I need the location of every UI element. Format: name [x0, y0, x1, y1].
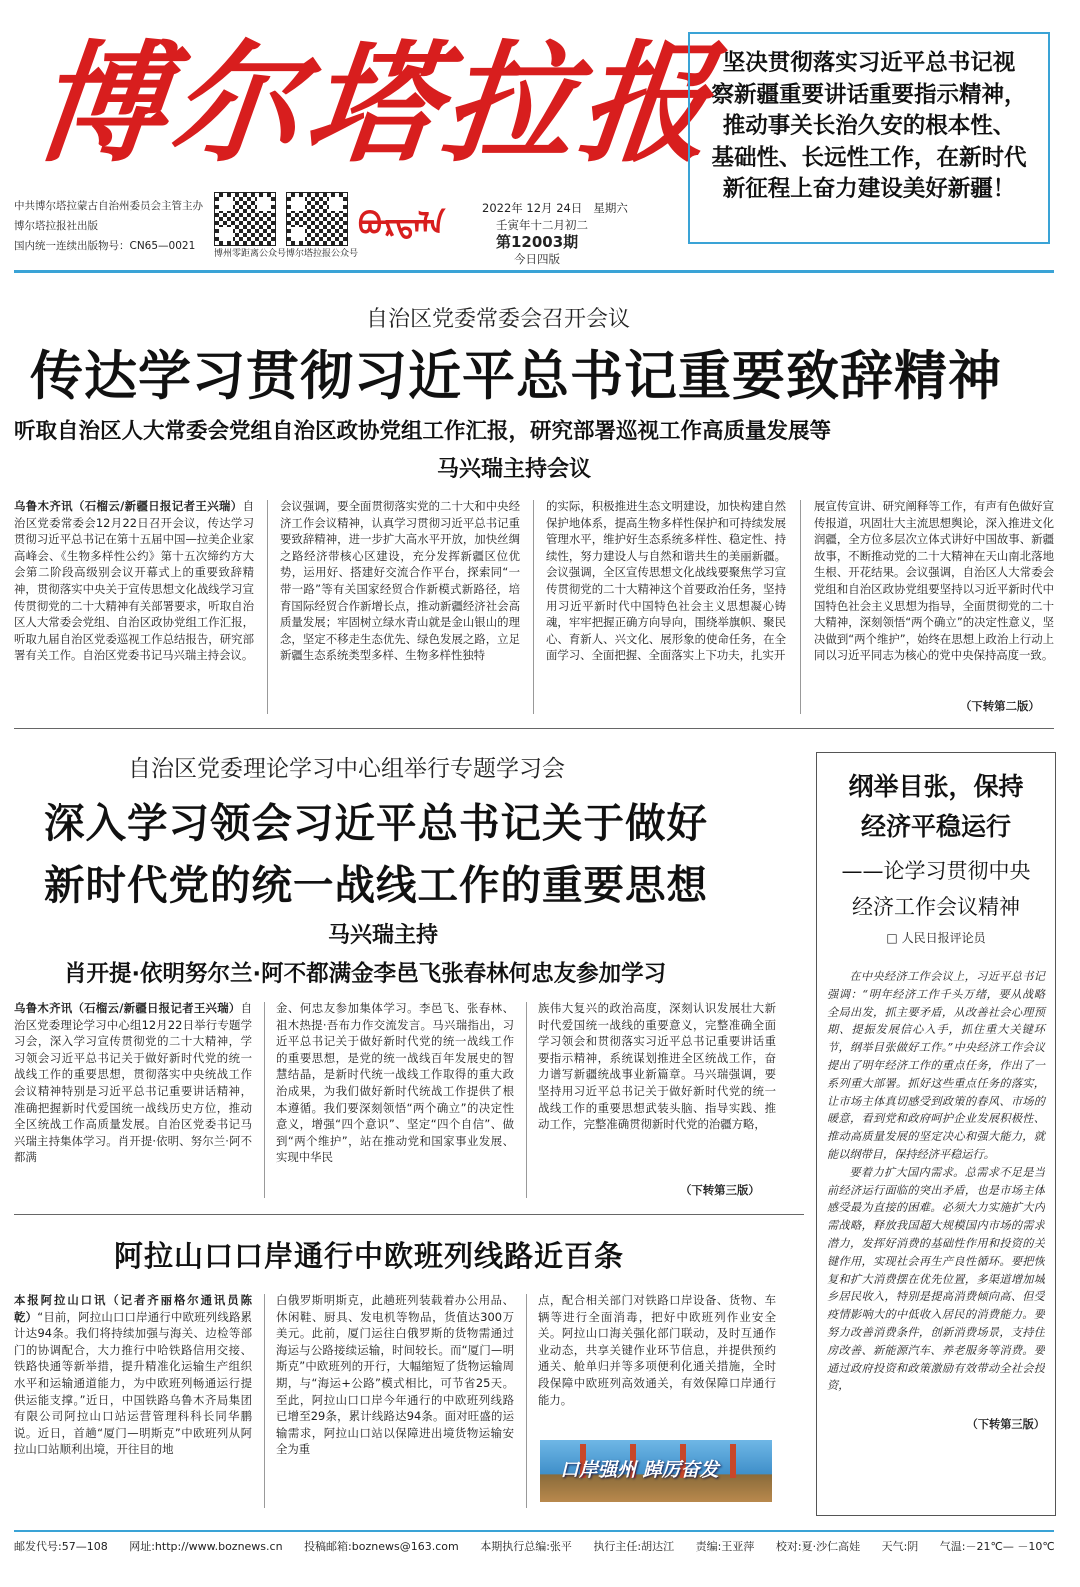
publisher-line: 博尔塔拉报社出版 — [14, 220, 98, 232]
article1-column-4: 展宣传宣讲、研究阐释等工作，有声有色做好宣传报道，巩固壮大主流思想舆论，深入推进文化润疆，全方位多层次立体式讲好中国故事、新疆故事，不断推动党的二十大精神在天山南北落地生根、开花结果。会议强调，自治区人大常委会党组和自治区政协党组要坚持以习近平新时代中国特色社会主义思想为指导，全面贯彻党的二十大精神，深刻领悟“两个确立”的决定性意义，坚决做到“两个维护”，始终在思想上政治上行动上同以习近平同志为核心的党中央保持高度一致。 — [814, 499, 1054, 663]
date-line: 2022年 12月 24日 — [482, 201, 583, 215]
article1-lead: 乌鲁木齐讯（石榴云/新疆日报记者王兴瑞） — [14, 499, 243, 513]
commentary-paragraph: 在中央经济工作会议上，习近平总书记强调：“明年经济工作千头万绪，要从战略全局出发，抓主要矛盾，从改善社会心理预期、提振发展信心入手，抓住重大关键环节，纲举目张做好工作。”中央经济工作会议提出了明年经济工作的重点任务，作出了一系列重大部署。抓好这些重点任务的落实，让市场主体真切感受到政策的春风、市场的暖意，看到党和政府呵护企业发展积极性、推动高质量发展的坚定决心和强大能力，就能以纲带目，保持经济平稳运行。 — [827, 970, 1045, 1161]
qr-code-icon[interactable] — [214, 192, 276, 246]
masthead-title: 博尔塔拉报 — [28, 27, 725, 180]
slogan-line: 推动事关长治久安的根本性、 — [722, 113, 1016, 139]
footer-weather: 天气:阴 — [881, 1540, 919, 1553]
article2-column-3: 族伟大复兴的政治高度，深刻认识发展壮大新时代爱国统一战线的重要意义，完整准确全面学习领会和贯彻落实习近平总书记重要讲话重要指示精神，系统谋划推进全区统战工作，奋力谱写新疆统战事业新篇章。马兴瑞强调，要坚持用习近平总书记关于做好新时代党的统一战线工作的重要思想武装头脑、指导实践、推动工作，完整准确贯彻新时代党的治疆方略， — [538, 1001, 776, 1132]
article2-turn[interactable]: （下转第三版） — [680, 1183, 760, 1197]
article3-text: “目前，阿拉山口口岸通行中欧班列线路累计达94条。我们将持续加强与海关、边检等部门的协调配合，大力推行中哈铁路信用交接、铁路快通等新举措，提升精准化运输生产组织水平和运输通道能力，为中欧班列畅通运行提供运能支撑。”近日，中国铁路乌鲁木齐局集团有限公司阿拉山口站运营管理科科长同华鹏说。近日，首趟“厦门—明斯克”中欧班列从阿拉山口站顺利出境，开往目的地 — [14, 1309, 252, 1457]
article2-headline-line[interactable]: 深入学习领会习近平总书记关于做好 — [44, 799, 708, 847]
lunar-date: 壬寅年十二月初二 — [496, 218, 588, 232]
publisher-info — [14, 196, 203, 256]
mongolian-title: ᠪᠣᠷᠲᠠᠯᠠ — [358, 207, 446, 242]
article3-headline[interactable]: 阿拉山口口岸通行中欧班列线路近百条 — [114, 1239, 625, 1273]
article3-lead: 本报阿拉山口讯（记者齐丽格尔通讯员陈乾） — [14, 1293, 252, 1324]
article3-column-1 — [14, 1292, 252, 1510]
qr-caption: 博尔塔拉报公众号 — [286, 249, 359, 259]
article2-column-1 — [14, 1000, 252, 1200]
commentary-box — [816, 752, 1056, 1516]
column-divider — [264, 1294, 265, 1508]
footer-executive-director: 执行主任:胡达江 — [593, 1540, 675, 1553]
promo-banner-caption: 口岸强州 踔厉奋发 — [560, 1459, 719, 1481]
article2-headline-line[interactable]: 新时代党的统一战线工作的重要思想 — [44, 861, 708, 909]
date-block — [482, 200, 628, 268]
weekday: 星期六 — [593, 201, 628, 215]
article2-kicker: 自治区党委理论学习中心组举行专题学习会 — [128, 756, 565, 782]
slogan-line: 新征程上奋力建设美好新疆！ — [722, 176, 1016, 202]
column-divider — [800, 500, 801, 714]
column-divider — [264, 1002, 265, 1198]
article3-column-3: 点，配合相关部门对铁路口岸设备、货物、车辆等进行全面消毒，把好中欧班列作业安全关。阿拉山口海关强化部门联动，及时互通作业动态，共享关键作业环节信息，并提供预约通关、舱单归并等多项便利化通关措施，全时段保障中欧班列高效通关，有效保障口岸通行能力。 — [538, 1293, 776, 1407]
section-divider — [14, 728, 1054, 729]
slogan-line: 坚决贯彻落实习近平总书记视 — [722, 50, 1016, 76]
column-divider — [526, 1002, 527, 1198]
article1-headline[interactable]: 传达学习贯彻习近平总书记重要致辞精神 — [30, 346, 1002, 407]
footer-postal-code: 邮发代号:57—108 — [14, 1540, 108, 1553]
footer-proofreader: 校对:夏·沙仁高娃 — [775, 1540, 861, 1553]
article1-column-2: 会议强调，要全面贯彻落实党的二十大和中央经济工作会议精神，认真学习贯彻习近平总书记重要致辞精神，进一步扩大高水平开放，加快丝绸之路经济带核心区建设，充分发挥新疆区位优势，运用好、搭建好交流合作平台，探索同“一带一路”等有关国家经贸合作新模式新路径，培育国际经贸合作新增长点，推动新疆经济社会高质量发展；牢固树立绿水青山就是金山银山的理念，坚定不移走生态优先、绿色发展之路，立足新疆生态系统类型多样、生物多样性独特 — [280, 499, 520, 663]
article1-column-3: 的实际，积极推进生态文明建设，加快构建自然保护地体系，提高生物多样性保护和可持续发展管理水平，维护好生态系统多样性、稳定性、持续性，努力建设人与自然和谐共生的美丽新疆。会议强调，全区宣传思想文化战线要聚焦学习宣传贯彻党的二十大精神这个首要政治任务，坚持用习近平新时代中国特色社会主义思想凝心铸魂，牢牢把握正确方向导向，围绕举旗帜、聚民心、育新人、兴文化、展形象的使命任务，在全面学习、全面把握、全面落实上下功夫，扎实开 — [546, 499, 786, 663]
qr-block-1[interactable] — [214, 192, 286, 259]
slogan-line: 察新疆重要讲话重要指示精神， — [711, 81, 1027, 108]
article1-column-1 — [14, 498, 254, 716]
footer-bar — [14, 1538, 1054, 1554]
column-divider — [533, 500, 534, 714]
footer-editor: 责编:王亚萍 — [695, 1540, 755, 1553]
footer-rule — [14, 1530, 1054, 1532]
qr-caption: 博州零距离公众号 — [214, 249, 287, 259]
article1-subhead: 听取自治区人大常委会党组自治区政协党组工作汇报，研究部署巡视工作高质量发展等 — [14, 419, 832, 444]
commentary-paragraph: 要着力扩大国内需求。总需求不足是当前经济运行面临的突出矛盾，也是市场主体感受最为直接的困难。必须大力实施扩大内需战略，释放我国超大规模国内市场的需求潜力，发挥好消费的基础性作用和投资的关键作用，实现社会再生产良性循环。要把恢复和扩大消费摆在优先位置，多渠道增加城乡居民收入，特别是提高消费倾向高、但受疫情影响大的中低收入居民的消费能力。要努力改善消费条件，创新消费场景，支持住房改善、新能源汽车、养老服务等消费。要通过政府投资和政策激励有效带动全社会投资， — [827, 1165, 1045, 1393]
footer-chief-editor: 本期执行总编:张平 — [480, 1540, 572, 1553]
article1-text: 自治区党委常委会12月22日召开会议，传达学习贯彻习近平总书记在第十五届中国—拉美企业家高峰会、《生物多样性公约》第十五次缔约方大会第二阶段高级别会议开幕式上的重要致辞精神，贯彻落实中央关于宣传思想文化战线学习宣传贯彻党的二十大精神有关部署要求，听取自治区人大常委会党组、自治区政协党组工作汇报，听取九届自治区党委巡视工作总结报告，研究部署有关工作。自治区党委书记马兴瑞主持会议。 — [14, 499, 254, 663]
article1-turn[interactable]: （下转第二版） — [960, 699, 1040, 713]
commentary-turn[interactable]: （下转第三版） — [966, 1416, 1045, 1431]
commentary-title-line[interactable]: 经济平稳运行 — [860, 812, 1011, 841]
article2-lead: 乌鲁木齐讯（石榴云/新疆日报记者王兴瑞） — [14, 1001, 241, 1015]
publisher-line: 国内统一连续出版物号：CN65—0021 — [14, 240, 196, 252]
publisher-line: 中共博尔塔拉蒙古自治州委员会主管主办 — [14, 200, 203, 212]
commentary-subtitle-line: ——论学习贯彻中央 — [841, 859, 1031, 883]
footer-temperature: 气温:－21℃— －10℃ — [939, 1540, 1055, 1553]
article3-column-2: 白俄罗斯明斯克，此趟班列装载着办公用品、休闲鞋、厨具、发电机等物品，货值达300万美元。此前，厦门运往白俄罗斯的货物需通过海运与公路接续运输，时间较长。而“厦门—明斯克”中欧班列的开行，大幅缩短了货物运输周期，与“海运+公路”模式相比，可节省25天。至此，阿拉山口口岸今年通行的中欧班列线路已增至29条，累计线路达94条。面对旺盛的运输需求，阿拉山口站以保障进出境货物运输安全为重 — [276, 1293, 514, 1457]
slogan-line: 基础性、长远性工作，在新时代 — [711, 144, 1027, 171]
column-divider — [526, 1294, 527, 1508]
article1-kicker: 自治区党委常委会召开会议 — [366, 307, 631, 332]
column-divider — [267, 500, 268, 714]
article2-text: 自治区党委理论学习中心组12月22日举行专题学习会，深入学习宣传贯彻党的二十大精神，学习领会习近平总书记关于做好新时代党的统一战线工作的重要思想，贯彻落实中央统战工作会议精神特别是习近平总书记重要讲话精神，准确把握新时代爱国统一战线历史方位，推动全区统战工作高质量发展。自治区党委书记马兴瑞主持集体学习。肖开提·依明、努尔兰·阿不都满 — [14, 1001, 252, 1165]
article2-column-2: 金、何忠友参加集体学习。李邑飞、张春林、祖木热提·吾布力作交流发言。马兴瑞指出，习近平总书记关于做好新时代党的统一战线工作的重要思想，是党的统一战线百年发展史的智慧结晶，是新时代统一战线工作取得的重大政治成果，为我们做好新时代统战工作提供了根本遵循。我们要深刻领悟“两个确立”的决定性意义，增强“四个意识”、坚定“四个自信”、做到“两个维护”，站在推动党和国家事业发展、实现中华民 — [276, 1001, 514, 1165]
article1-subhead2: 马兴瑞主持会议 — [437, 457, 592, 482]
commentary-title-line[interactable]: 纲举目张，保持 — [848, 772, 1024, 801]
article2-subhead2: 肖开提·依明努尔兰·阿不都满金李邑飞张春林何忠友参加学习 — [64, 961, 667, 987]
article2-subhead: 马兴瑞主持 — [328, 923, 439, 948]
qr-code-icon[interactable] — [286, 192, 348, 246]
slogan-box — [688, 32, 1050, 244]
issue-number: 第12003期 — [496, 233, 579, 251]
footer-website-link[interactable]: 网址:http://www.boznews.cn — [129, 1540, 283, 1553]
commentary-source: □ 人民日报评论员 — [886, 931, 986, 945]
page-count: 今日四版 — [514, 252, 560, 266]
masthead-rule — [14, 270, 1054, 273]
footer-email-link[interactable]: 投稿邮箱:boznews@163.com — [304, 1540, 459, 1553]
commentary-subtitle-line: 经济工作会议精神 — [852, 895, 1020, 919]
qr-block-2[interactable] — [286, 192, 358, 259]
section-divider — [14, 1214, 804, 1215]
